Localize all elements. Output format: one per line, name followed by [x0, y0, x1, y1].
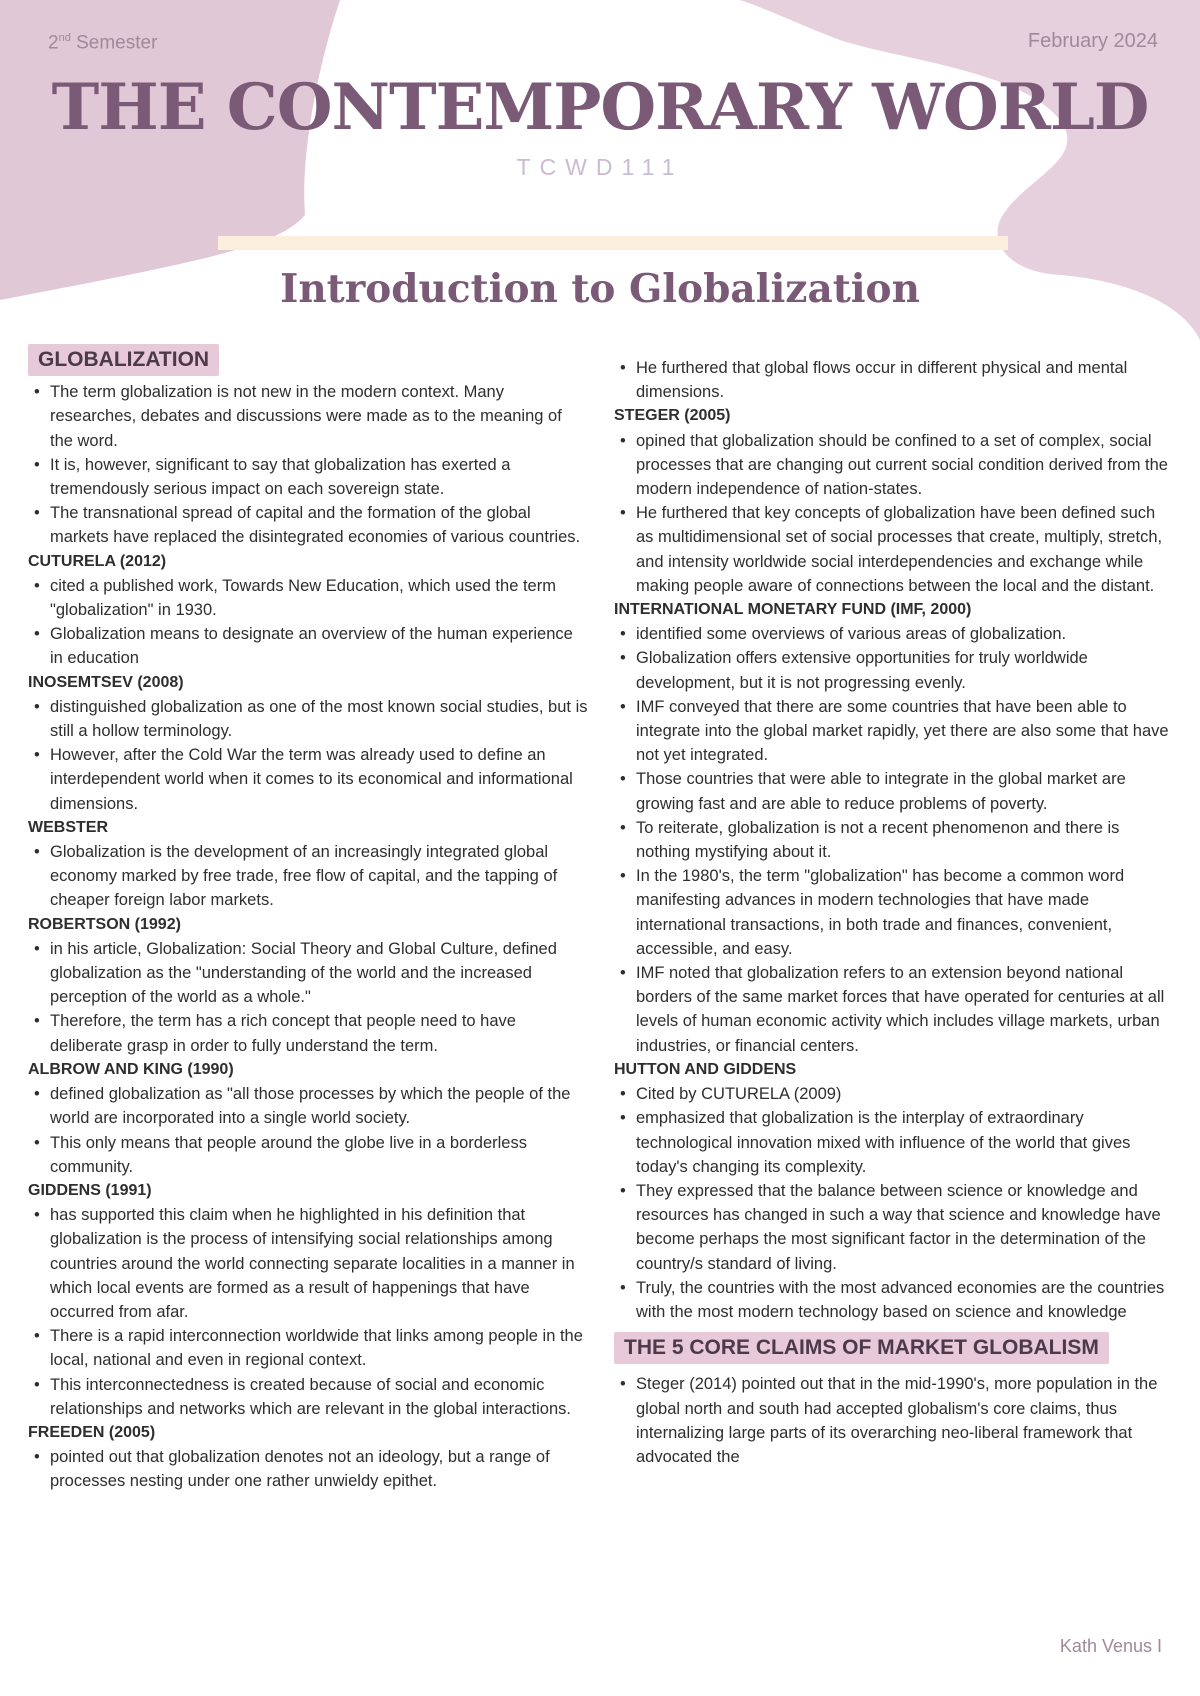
author-heading: GIDDENS (1991)	[28, 1181, 152, 1199]
author-bullet-list	[28, 1445, 588, 1493]
bullet-item: • distinguished globalization as one of the most known social studies, but is still a hollow terminology.	[28, 695, 588, 743]
bullet-item: • IMF noted that globalization refers to an extension beyond national borders of the same market forces that have operated for centuries at all levels of human economic activity which includes village markets, urban industries, or financial centers.	[614, 961, 1174, 1058]
author-heading: HUTTON AND GIDDENS	[614, 1060, 797, 1078]
bullet-item: • In the 1980's, the term "globalization" has become a common word manifesting advances in modern technologies that have made international transactions, in both trade and finances, convenient, accessible, and easy.	[614, 864, 1174, 961]
date-label: February 2024	[1027, 30, 1158, 52]
bullet-item: • pointed out that globalization denotes not an ideology, but a range of processes nesting under one rather unwieldy epithet.	[28, 1445, 588, 1493]
left-column	[28, 344, 588, 1494]
bullet-item: • defined globalization as "all those processes by which the people of the world are incorporated into a single world society.	[28, 1082, 588, 1130]
author-heading: FREEDEN (2005)	[28, 1423, 156, 1441]
bullet-item: • This interconnectedness is created because of social and economic relationships and networks which are relevant in the global interactions.	[28, 1373, 588, 1421]
bullet-item: • He furthered that key concepts of globalization have been defined such as multidimensional set of social processes that create, multiply, stretch, and intensity worldwide social interdependencies and exchange while making people aware of connections between the local and the distant.	[614, 501, 1174, 598]
author-bullet-list	[28, 937, 588, 1058]
author-bullet-list	[28, 574, 588, 671]
bullet-item: • The transnational spread of capital and the formation of the global markets have replaced the disintegrated economies of various countries.	[28, 501, 588, 549]
author-bullet-list	[28, 695, 588, 816]
bullet-item: • Steger (2014) pointed out that in the mid-1990's, more population in the global north and south had accepted globalism's core claims, thus internalizing large parts of its overarching neo-liberal framework that advocated the	[614, 1372, 1174, 1469]
bullet-item: • To reiterate, globalization is not a recent phenomenon and there is nothing mystifying about it.	[614, 816, 1174, 864]
author-heading: ROBERTSON (1992)	[28, 915, 181, 933]
author-heading: WEBSTER	[28, 818, 108, 836]
bullet-item: • There is a rapid interconnection worldwide that links among people in the local, national and even in regional context.	[28, 1324, 588, 1372]
bullet-item: • IMF conveyed that there are some countries that have been able to integrate into the global market rapidly, yet there are also some that have not yet integrated.	[614, 695, 1174, 768]
bullet-item: • They expressed that the balance between science or knowledge and resources has changed in such a way that science and knowledge have become perhaps the most significant factor in the determination of the country/s standard of living.	[614, 1179, 1174, 1276]
bullet-item: • identified some overviews of various areas of globalization.	[614, 622, 1174, 646]
document-title: THE CONTEMPORARY WORLD	[51, 70, 1149, 145]
author-bullet-list	[614, 622, 1174, 1058]
definition-groups	[28, 550, 588, 1494]
author-heading: STEGER (2005)	[614, 407, 731, 425]
section-heading-core-claims: THE 5 CORE CLAIMS OF MARKET GLOBALISM	[614, 1332, 1109, 1364]
bullet-item: • has supported this claim when he highlighted in his definition that globalization is the process of intensifying social relationships among countries around the world connecting separate localities in a manner in which local events are formed as a result of happenings that have occurred from afar.	[28, 1203, 588, 1324]
lesson-title: Introduction to Globalization	[280, 266, 920, 312]
author-bullet-list	[28, 1082, 588, 1179]
author-heading: INOSEMTSEV (2008)	[28, 673, 184, 691]
author-bullet-list	[614, 1082, 1174, 1324]
continued-bullet-list	[614, 356, 1174, 404]
course-code: TCWD111	[516, 154, 684, 180]
author-heading: INTERNATIONAL MONETARY FUND (IMF, 2000)	[614, 601, 972, 619]
right-column	[614, 356, 1174, 1469]
bullet-item: • Truly, the countries with the most advanced economies are the countries with the most modern technology based on science and knowledge	[614, 1276, 1174, 1324]
core-claims-bullet-list	[614, 1372, 1174, 1469]
intro-bullet-list	[28, 380, 588, 549]
author-bullet-list	[28, 1203, 588, 1421]
bullet-item: • Those countries that were able to integrate in the global market are growing fast and are able to reduce problems of poverty.	[614, 767, 1174, 815]
bullet-item: • opined that globalization should be confined to a set of complex, social processes that are changing out current social condition derived from the modern independence of nation-states.	[614, 429, 1174, 502]
semester-label: 2nd Semester	[48, 32, 158, 54]
header-accent-band	[218, 236, 1008, 250]
bullet-item: • Globalization means to designate an overview of the human experience in education	[28, 622, 588, 670]
bullet-item: • in his article, Globalization: Social Theory and Global Culture, defined globalization as the "understanding of the world and the increased perception of the world as a whole."	[28, 937, 588, 1010]
bullet-item: • Globalization is the development of an increasingly integrated global economy marked by free trade, free flow of capital, and the tapping of cheaper foreign labor markets.	[28, 840, 588, 913]
bullet-item: • The term globalization is not new in the modern context. Many researches, debates and discussions were made as to the meaning of the word.	[28, 380, 588, 453]
bullet-item: • This only means that people around the globe live in a borderless community.	[28, 1131, 588, 1179]
section-heading-globalization: GLOBALIZATION	[28, 344, 219, 376]
author-footer: Kath Venus I	[1059, 1636, 1162, 1656]
author-heading: CUTURELA (2012)	[28, 552, 167, 570]
bullet-item: • Therefore, the term has a rich concept that people need to have deliberate grasp in order to fully understand the term.	[28, 1009, 588, 1057]
bullet-item: • However, after the Cold War the term was already used to define an interdependent world when it comes to its economical and informational dimensions.	[28, 743, 588, 816]
bullet-item: • emphasized that globalization is the interplay of extraordinary technological innovation mixed with influence of the world that gives today's changing its complexity.	[614, 1106, 1174, 1179]
bullet-item: • cited a published work, Towards New Education, which used the term "globalization" in 1930.	[28, 574, 588, 622]
definition-groups-right	[614, 404, 1174, 1324]
author-bullet-list	[614, 429, 1174, 598]
bullet-item: • Globalization offers extensive opportunities for truly worldwide development, but it is not progressing evenly.	[614, 646, 1174, 694]
author-heading: ALBROW AND KING (1990)	[28, 1060, 234, 1078]
author-bullet-list	[28, 840, 588, 913]
bullet-item: • Cited by CUTURELA (2009)	[614, 1082, 1174, 1106]
bullet-item: • It is, however, significant to say that globalization has exerted a tremendously serious impact on each sovereign state.	[28, 453, 588, 501]
bullet-item: • He furthered that global flows occur in different physical and mental dimensions.	[614, 356, 1174, 404]
